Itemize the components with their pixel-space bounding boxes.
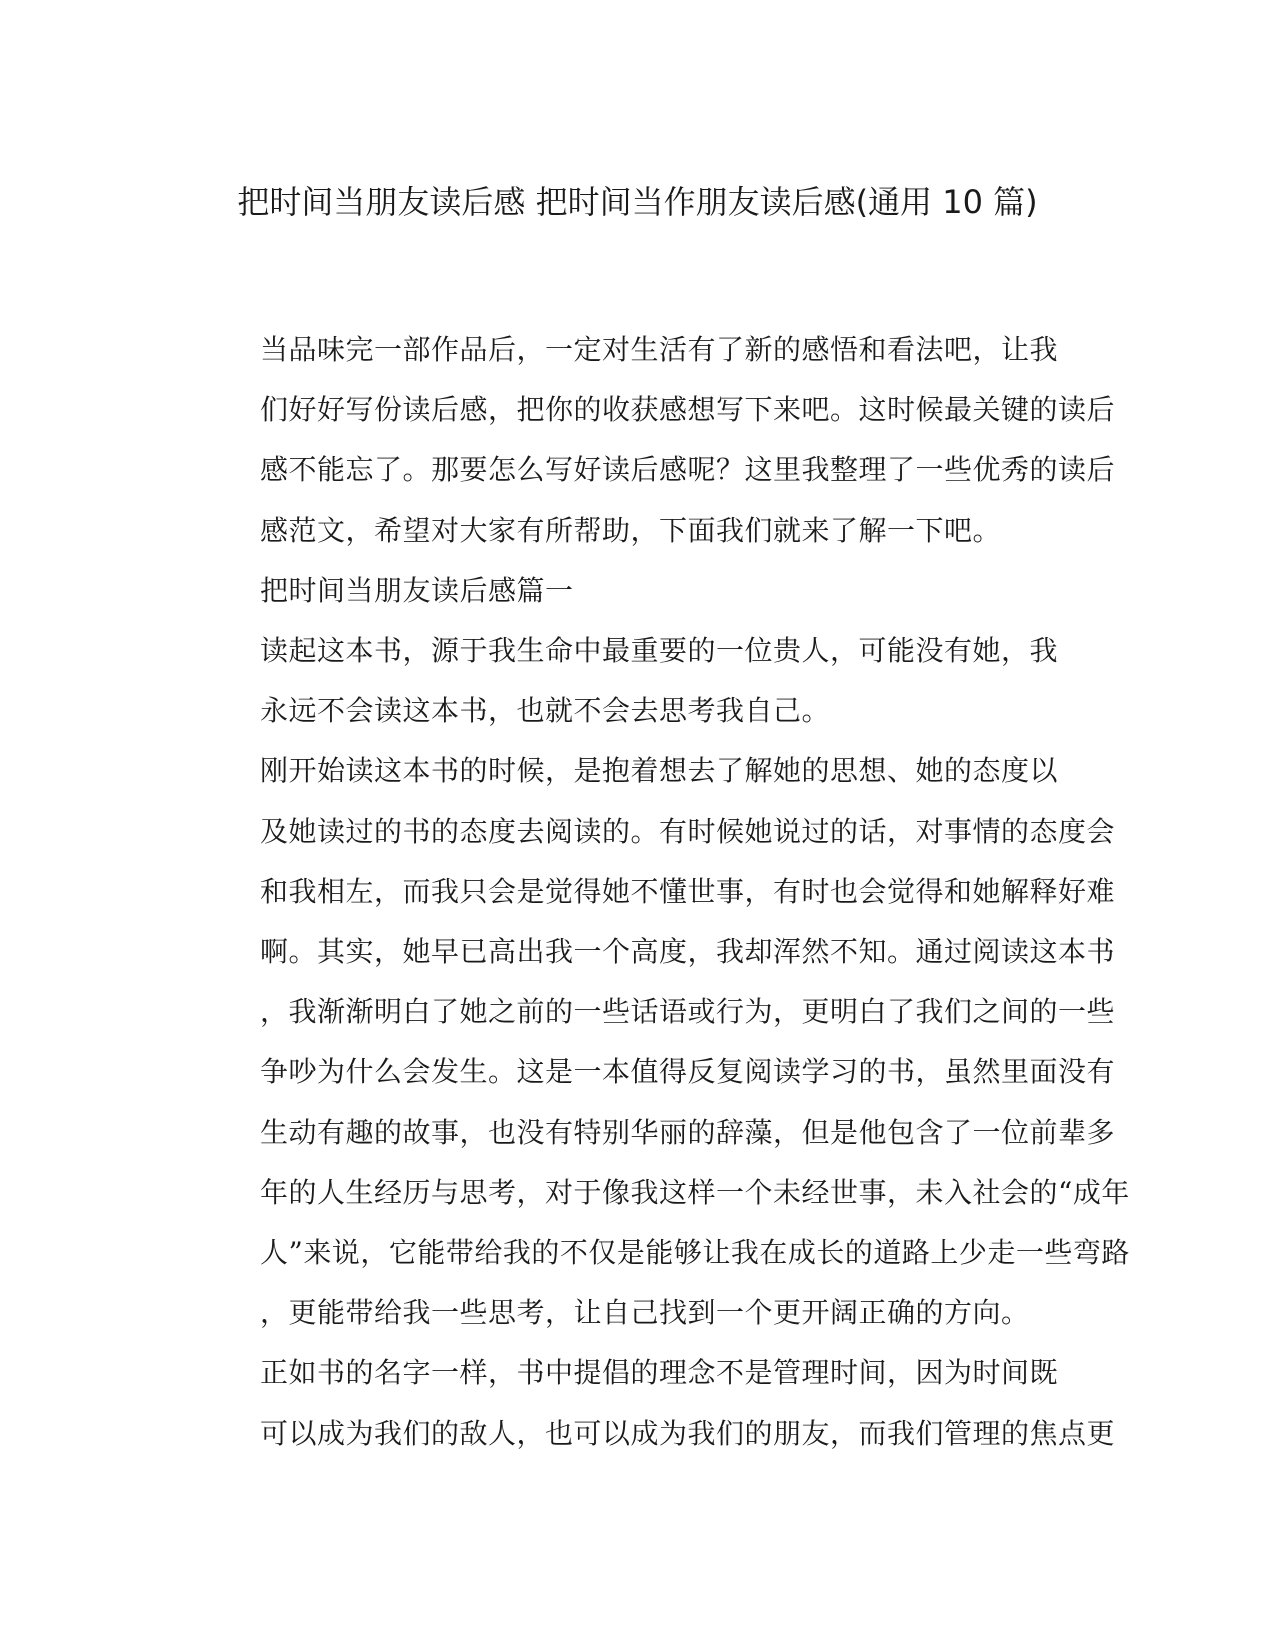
text-line: 当品味完一部作品后，一定对生活有了新的感悟和看法吧，让我	[260, 333, 1059, 366]
text-line: 感不能忘了。那要怎么写好读后感呢？这里我整理了一些优秀的读后	[260, 453, 1116, 487]
text-line: 及她读过的书的态度去阅读的。有时候她说过的话，对事情的态度会	[260, 814, 1116, 848]
text-line: 和我相左，而我只会是觉得她不懂世事，有时也会觉得和她解释好难	[260, 874, 1116, 908]
document-body	[188, 320, 1130, 1464]
paragraph-intro	[188, 320, 1116, 561]
text-line: ，我渐渐明白了她之前的一些话语或行为，更明白了我们之间的一些	[260, 995, 1116, 1029]
paragraph	[188, 741, 1130, 1343]
text-line: ，更能带给我一些思考，让自己找到一个更开阔正确的方向。	[260, 1296, 1030, 1330]
text-line: 刚开始读这本书的时候，是抱着想去了解她的思想、她的态度以	[260, 754, 1059, 788]
text-line: 永远不会读这本书，也就不会去思考我自己。	[260, 694, 831, 728]
section-heading	[188, 561, 1078, 621]
text-line: 们好好写份读后感，把你的收获感想写下来吧。这时候最关键的读后	[260, 393, 1116, 427]
text-line: 生动有趣的故事，也没有特别华丽的辞藻，但是他包含了一位前辈多	[260, 1115, 1116, 1149]
text-line: 正如书的名字一样，书中提倡的理念不是管理时间，因为时间既	[260, 1356, 1059, 1390]
paragraph	[188, 621, 1078, 741]
text-line: 把时间当朋友读后感篇一	[260, 573, 574, 607]
document-title: 把时间当朋友读后感 把时间当作朋友读后感(通用 10 篇)	[237, 183, 1038, 221]
text-line: 争吵为什么会发生。这是一本值得反复阅读学习的书，虽然里面没有	[260, 1055, 1116, 1089]
text-line: 啊。其实，她早已高出我一个高度，我却浑然不知。通过阅读这本书	[260, 935, 1116, 969]
paragraph	[188, 1343, 1116, 1463]
text-line: 人”来说，它能带给我的不仅是能够让我在成长的道路上少走一些弯路	[260, 1236, 1130, 1270]
text-line: 读起这本书，源于我生命中最重要的一位贵人，可能没有她，我	[260, 634, 1059, 668]
text-line: 可以成为我们的敌人，也可以成为我们的朋友，而我们管理的焦点更	[260, 1416, 1116, 1450]
text-line: 感范文，希望对大家有所帮助，下面我们就来了解一下吧。	[260, 513, 1002, 547]
text-line: 年的人生经历与思考，对于像我这样一个未经世事，未入社会的“成年	[260, 1175, 1130, 1209]
